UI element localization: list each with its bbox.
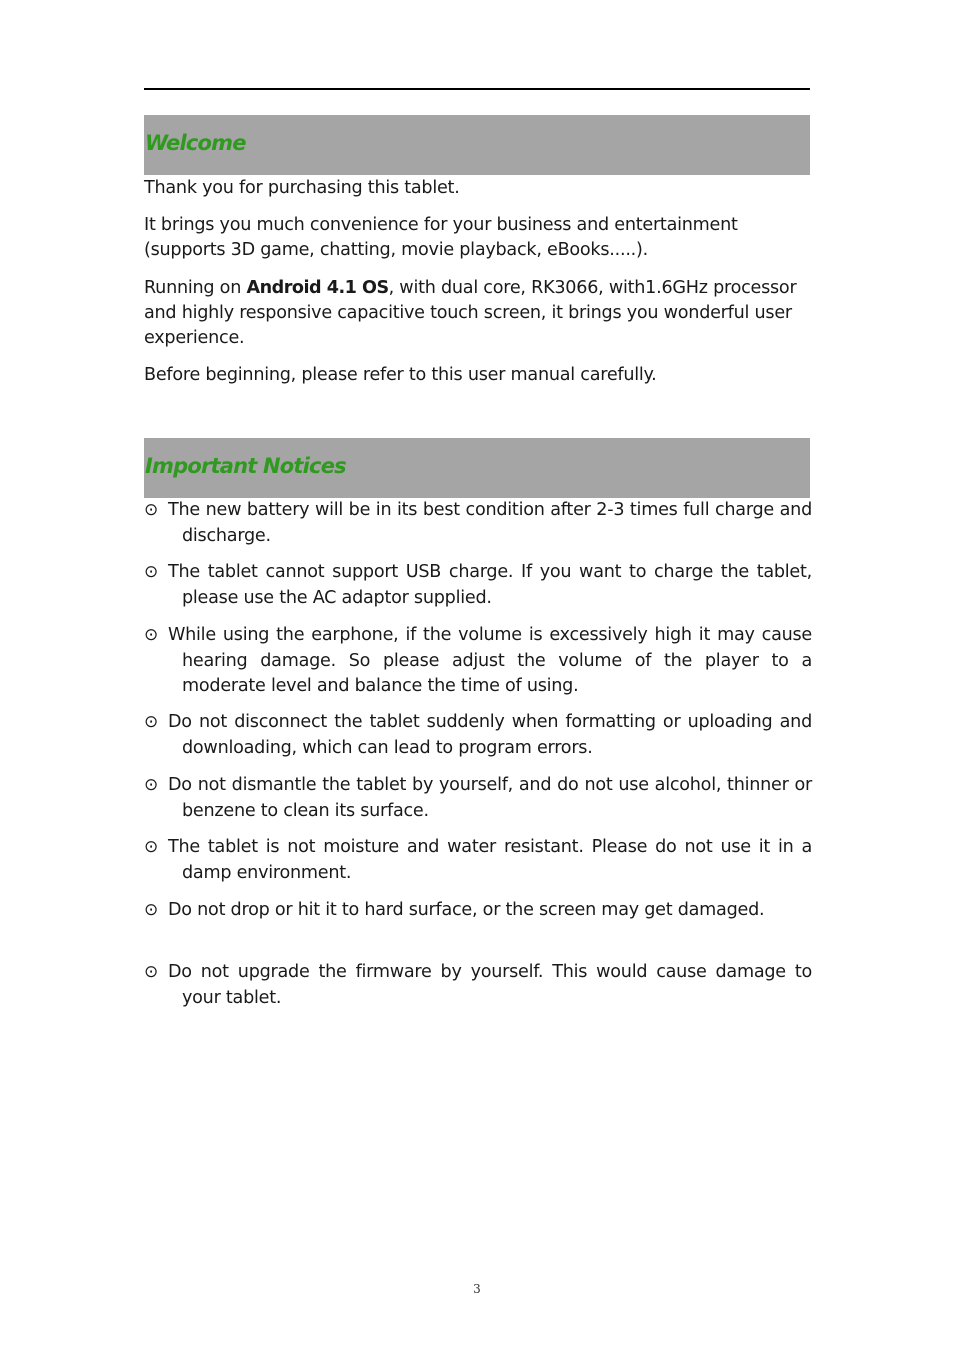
notices-title: Important Notices (145, 454, 346, 478)
notice-item (144, 835, 812, 886)
bullet-icon: ⊙ (144, 712, 158, 732)
welcome-paragraph-1: Thank you for purchasing this tablet. (144, 178, 460, 198)
notice-text: The tablet is not moisture and water resistant. Please do not use it in a damp environment. (168, 837, 812, 883)
bullet-icon: ⊙ (144, 837, 158, 857)
notice-item (144, 710, 812, 761)
notice-item (144, 898, 812, 924)
top-rule (144, 88, 810, 90)
paragraph-3-suffix: , with dual core, RK3066, with1.6GHz processor and highly responsive capacitive touch screen, it brings you wonderful user experience. (144, 278, 797, 348)
welcome-header (144, 115, 810, 175)
bullet-icon: ⊙ (144, 775, 158, 795)
notice-item (144, 560, 812, 611)
notice-text: Do not drop or hit it to hard surface, or the screen may get damaged. (168, 900, 765, 920)
notice-text: Do not dismantle the tablet by yourself, and do not use alcohol, thinner or benzene to clean its surface. (168, 775, 812, 821)
bullet-icon: ⊙ (144, 900, 158, 920)
notice-item (144, 773, 812, 824)
notice-text: The tablet cannot support USB charge. If you want to charge the tablet, please use the AC adaptor supplied. (168, 562, 812, 608)
notice-item (144, 623, 812, 700)
bullet-icon: ⊙ (144, 500, 158, 520)
welcome-paragraph-2: It brings you much convenience for your business and entertainment (supports 3D game, chatting, movie playback, eBooks.....). (144, 215, 738, 260)
bullet-icon: ⊙ (144, 625, 158, 645)
bullet-icon: ⊙ (144, 962, 158, 982)
notice-text: The new battery will be in its best condition after 2-3 times full charge and discharge. (168, 500, 812, 546)
notice-text: Do not upgrade the firmware by yourself. This would cause damage to your tablet. (168, 962, 812, 1008)
welcome-title: Welcome (145, 131, 246, 155)
notices-header (144, 438, 810, 498)
notice-item (144, 960, 812, 1011)
welcome-paragraph-4: Before beginning, please refer to this user manual carefully. (144, 365, 657, 385)
notice-text: While using the earphone, if the volume is excessively high it may cause hearing damage. So please adjust the volume of the player to a moderate level and balance the time of using. (168, 625, 812, 696)
paragraph-3-prefix: Running on (144, 278, 247, 298)
notice-text: Do not disconnect the tablet suddenly when formatting or uploading and downloading, which can lead to program errors. (168, 712, 812, 758)
page-number: 3 (473, 1282, 481, 1296)
notice-item (144, 498, 812, 549)
android-version: Android 4.1 OS (246, 278, 389, 298)
welcome-paragraph-3 (144, 276, 814, 351)
bullet-icon: ⊙ (144, 562, 158, 582)
